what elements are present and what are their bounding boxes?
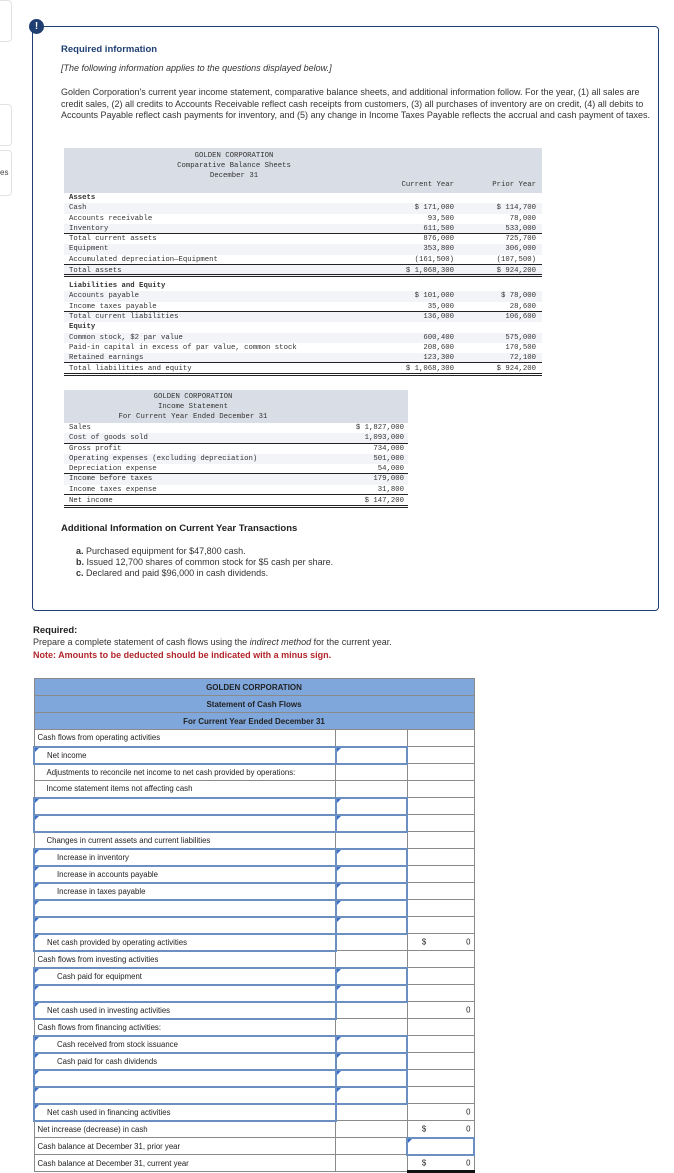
bs-row: Total current liabilities 136,000 106,600 xyxy=(64,312,542,322)
cf-row xyxy=(34,832,474,849)
bs-row: Accounts receivable 93,500 78,000 xyxy=(69,214,536,223)
cf-label-input[interactable]: Cash received from stock issuance xyxy=(34,1036,336,1053)
cf-row xyxy=(34,1019,474,1036)
cf-label-input[interactable]: Cash paid for equipment xyxy=(34,968,336,985)
cf-row xyxy=(34,866,474,883)
cf-amount-input[interactable] xyxy=(336,866,408,883)
cf-label-input[interactable]: Increase in inventory xyxy=(34,849,336,866)
is-row: Income before taxes 179,000 xyxy=(64,474,408,484)
additional-info-list xyxy=(76,546,333,579)
cf-amount-input[interactable] xyxy=(336,849,408,866)
cf-row xyxy=(34,968,474,985)
bs-row: Retained earnings 123,300 72,100 xyxy=(64,353,542,363)
cf-section-financing: Cash flows from financing activities: xyxy=(34,1019,336,1036)
is-row: Income taxes expense 31,800 xyxy=(64,485,408,495)
cf-row xyxy=(34,798,474,815)
cf-company: GOLDEN CORPORATION xyxy=(34,679,474,696)
cf-row xyxy=(34,781,474,798)
problem-description: Golden Corporation's current year income statement, comparative balance sheets, and additional information follow. For the year, (1) all sales are credit sales, (2) all credits to Accounts Receivable reflect cash receipts from customers, (3) all purchases of inventory are on credit, (4) all debits to Accounts Payable reflect cash payments for inventory, and (5) any change in Income Taxes Payable reflects the accrual and cash payment of taxes. xyxy=(61,87,650,120)
bs-row: Total liabilities and equity $ 1,068,300 $ 924,200 xyxy=(64,363,542,376)
is-row: Net income $ 147,200 xyxy=(64,495,408,508)
required-note: Note: Amounts to be deducted should be indicated with a minus sign. xyxy=(33,650,332,660)
income-statement-period: For Current Year Ended December 31 xyxy=(118,413,268,421)
cf-amount-input[interactable] xyxy=(336,798,408,815)
cf-row xyxy=(34,747,474,764)
side-panel-stub xyxy=(0,0,12,42)
cf-label-input[interactable] xyxy=(34,815,336,832)
cf-label-input[interactable]: Net cash used in financing activities xyxy=(34,1104,336,1121)
bs-row: Inventory 611,500 533,000 xyxy=(64,224,542,234)
cf-label-input[interactable]: Cash paid for cash dividends xyxy=(34,1053,336,1070)
cf-ending-cash-label: Cash balance at December 31, current year xyxy=(34,1155,336,1172)
cf-row xyxy=(34,1070,474,1087)
cf-label-input[interactable] xyxy=(34,917,336,934)
bs-row: Assets xyxy=(69,194,96,202)
cash-flow-statement-table xyxy=(33,678,475,1173)
cf-row xyxy=(34,917,474,934)
cf-beginning-cash-input[interactable] xyxy=(407,1138,474,1155)
cf-period: For Current Year Ended December 31 xyxy=(34,713,474,730)
bs-row: Accumulated depreciation—Equipment (161,500) (107,500) xyxy=(64,255,542,265)
side-panel-stub xyxy=(0,104,12,146)
cf-label-input[interactable]: Net cash provided by operating activities xyxy=(34,934,336,951)
cf-label-input[interactable]: Net cash used in investing activities xyxy=(34,1002,336,1019)
cf-label-input[interactable] xyxy=(34,900,336,917)
cf-label-input[interactable]: Increase in accounts payable xyxy=(34,866,336,883)
income-statement-title: Income Statement xyxy=(157,403,229,411)
cf-row xyxy=(34,951,474,968)
cf-amount-input[interactable] xyxy=(336,1036,408,1053)
cf-amount-input[interactable] xyxy=(336,747,408,764)
alert-icon: ! xyxy=(29,19,44,34)
applies-note: [The following information applies to the questions displayed below.] xyxy=(61,63,332,73)
bs-row: Total assets $ 1,068,300 $ 924,200 xyxy=(64,265,542,277)
additional-info-title: Additional Information on Current Year Transactions xyxy=(61,523,298,534)
cf-net-change: $ 0 xyxy=(407,1121,474,1138)
bs-row: Liabilities and Equity xyxy=(69,282,166,291)
cf-row xyxy=(34,1087,474,1104)
balance-sheet-header xyxy=(64,148,542,193)
cf-ending-cash: $ 0 xyxy=(407,1155,474,1172)
col-prior-year: Prior Year xyxy=(492,181,536,189)
income-statement-header xyxy=(64,390,408,423)
income-statement xyxy=(64,390,408,508)
cf-amount-input[interactable] xyxy=(336,1070,408,1087)
cf-amount-input[interactable] xyxy=(336,985,408,1002)
required-label: Required: xyxy=(33,625,78,636)
cf-label-input[interactable]: Net income xyxy=(34,747,336,764)
is-row: Gross profit 734,000 xyxy=(69,444,404,453)
col-current-year: Current Year xyxy=(401,181,454,189)
bs-row: Equipment 353,800 306,000 xyxy=(64,244,542,254)
additional-info-item: a. Purchased equipment for $47,800 cash. xyxy=(76,546,246,556)
is-row: Sales $ 1,827,000 xyxy=(69,424,404,432)
cf-amount-input[interactable] xyxy=(336,900,408,917)
income-statement-company: GOLDEN CORPORATION xyxy=(153,393,233,401)
cf-row xyxy=(34,985,474,1002)
cf-label-input[interactable] xyxy=(34,985,336,1002)
cf-label: Adjustments to reconcile net income to net cash provided by operations: xyxy=(34,764,336,781)
cf-amount-input[interactable] xyxy=(336,1087,408,1104)
bs-row: Total current assets 876,000 725,700 xyxy=(69,235,536,244)
cf-label-input[interactable] xyxy=(34,1070,336,1087)
cf-row xyxy=(34,815,474,832)
cf-label-input[interactable] xyxy=(34,1087,336,1104)
cf-amount-input[interactable] xyxy=(336,968,408,985)
cf-section-investing: Cash flows from investing activities xyxy=(34,951,336,968)
balance-sheet-title: Comparative Balance Sheets xyxy=(177,162,291,170)
cf-row xyxy=(34,900,474,917)
comparative-balance-sheet xyxy=(64,148,542,376)
cf-label: Changes in current assets and current liabilities xyxy=(34,832,336,849)
side-panel-text: es xyxy=(0,168,9,177)
bs-row: Paid-in capital in excess of par value, common stock 208,600 170,500 xyxy=(69,343,536,352)
bs-row: Common stock, $2 par value 600,400 575,000 xyxy=(64,333,542,343)
cf-amount-input[interactable] xyxy=(336,917,408,934)
is-row: Operating expenses (excluding depreciation) 501,000 xyxy=(64,454,408,464)
cf-row xyxy=(34,764,474,781)
is-row: Cost of goods sold 1,093,000 xyxy=(64,433,408,443)
additional-info-item: c. Declared and paid $96,000 in cash dividends. xyxy=(76,568,269,578)
cf-label-input[interactable] xyxy=(34,798,336,815)
cf-section-operating: Cash flows from operating activities xyxy=(34,730,336,747)
cf-net-change-label: Net increase (decrease) in cash xyxy=(34,1121,336,1138)
cf-total-operating: $ 0 xyxy=(407,934,474,951)
additional-info-item: b. Issued 12,700 shares of common stock for $5 cash per share. xyxy=(76,557,334,567)
cf-total-financing: 0 xyxy=(407,1104,474,1121)
cf-row xyxy=(34,1036,474,1053)
cf-row xyxy=(34,1053,474,1070)
balance-sheet-date: December 31 xyxy=(209,172,259,180)
cf-amount-input[interactable] xyxy=(336,1053,408,1070)
cf-row xyxy=(34,1002,474,1019)
cf-label-input[interactable]: Increase in taxes payable xyxy=(34,883,336,900)
cf-row xyxy=(34,1121,474,1138)
bs-row: Cash $ 171,000 $ 114,700 xyxy=(64,203,542,213)
cf-row xyxy=(34,730,474,747)
is-row: Depreciation expense 54,000 xyxy=(64,464,408,474)
cf-row xyxy=(34,934,474,951)
cf-total-investing: 0 xyxy=(407,1002,474,1019)
cf-row xyxy=(34,1104,474,1121)
cf-amount-input[interactable] xyxy=(336,815,408,832)
required-information-title: Required information xyxy=(61,44,158,55)
balance-sheet-company: GOLDEN CORPORATION xyxy=(194,152,274,160)
bs-row: Equity xyxy=(69,323,96,332)
bs-row: Accounts payable $ 101,000 $ 78,000 xyxy=(64,291,542,301)
cf-row xyxy=(34,1138,474,1155)
required-instructions: Prepare a complete statement of cash flows using the indirect method for the current year. xyxy=(33,637,392,647)
cf-row xyxy=(34,883,474,900)
cf-row xyxy=(34,849,474,866)
cf-title: Statement of Cash Flows xyxy=(34,696,474,713)
cf-beginning-cash-label: Cash balance at December 31, prior year xyxy=(34,1138,336,1155)
cf-amount-input[interactable] xyxy=(336,883,408,900)
cf-label: Income statement items not affecting cash xyxy=(34,781,336,798)
cf-row xyxy=(34,1155,474,1172)
bs-row: Income taxes payable 35,000 28,600 xyxy=(64,302,542,312)
